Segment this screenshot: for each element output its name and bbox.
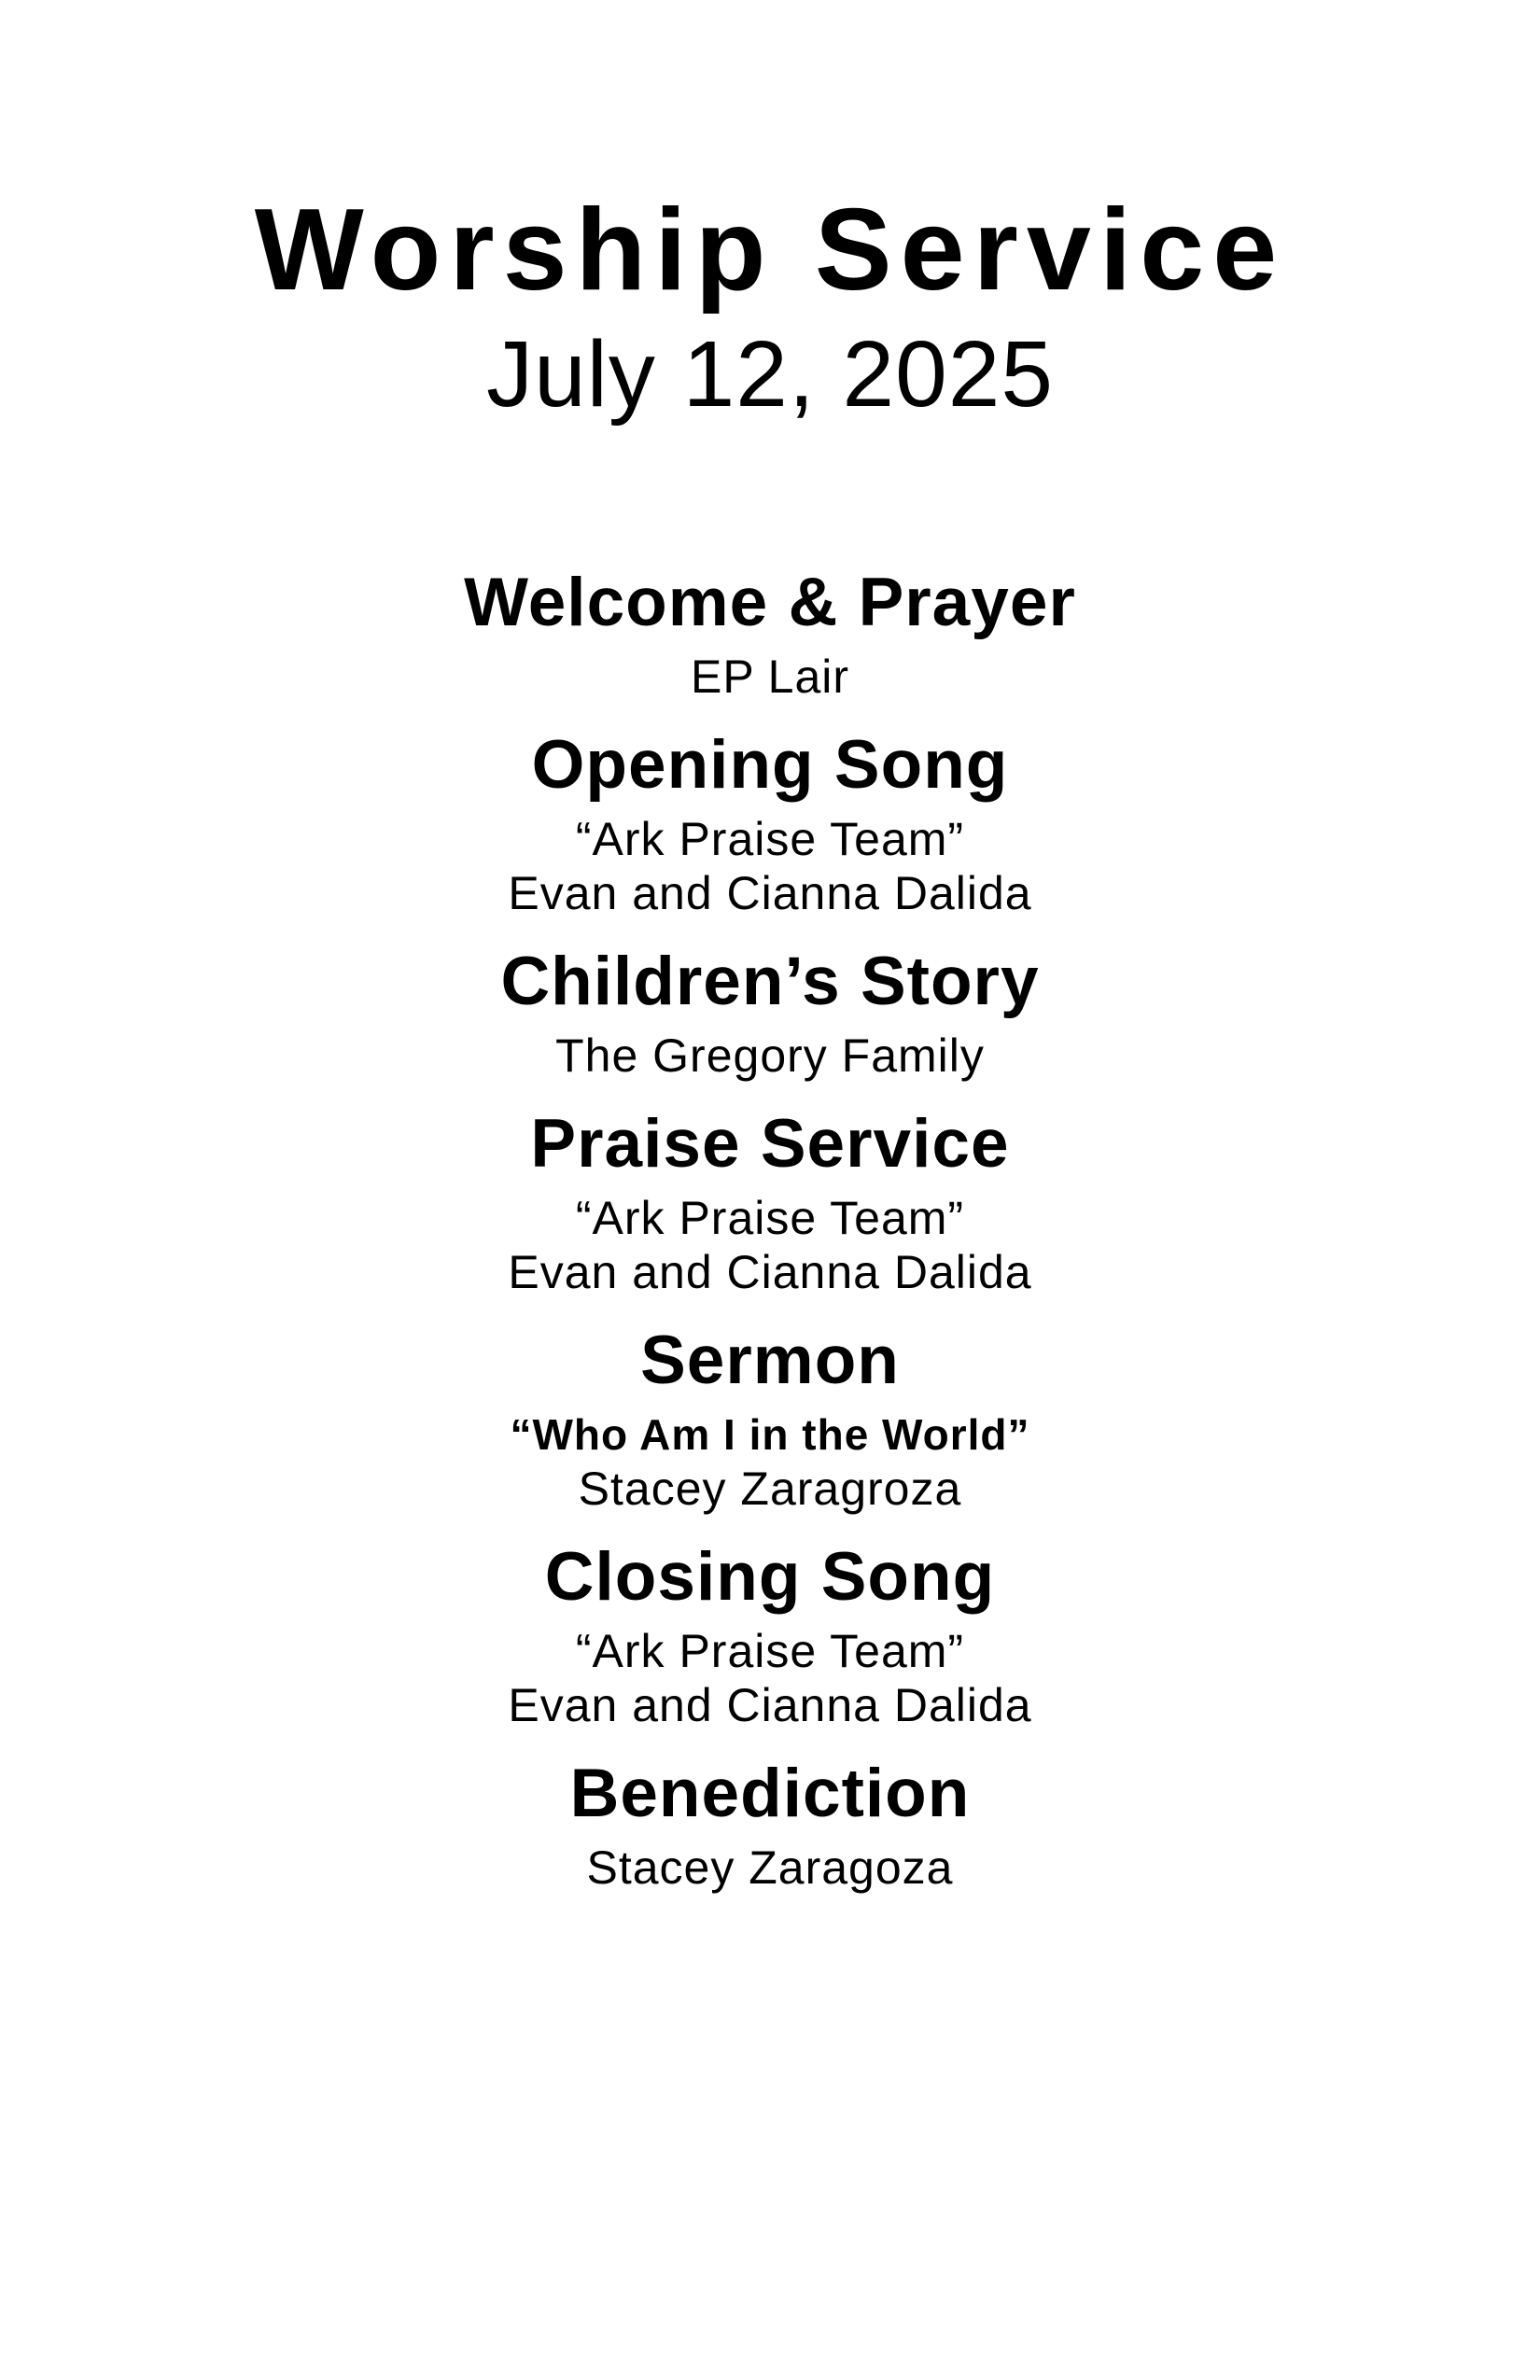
program-line: Stacey Zaragroza [578,1463,962,1515]
program-details [0,1191,1540,1318]
program-heading: Benediction [569,1756,971,1831]
program-details [0,1407,1540,1534]
program-details [0,1624,1540,1751]
service-date: July 12, 2025 [486,322,1054,427]
program-item-praise-service [0,1101,1540,1318]
program-item-opening-song [0,722,1540,939]
program-line: Evan and Cianna Dalida [508,1679,1032,1731]
page-title: Worship Service [254,186,1286,315]
program-details [0,1841,1540,1913]
program-details [0,1029,1540,1101]
program-heading: Welcome & Prayer [464,565,1076,640]
program-line: “Ark Praise Team” [575,1625,965,1677]
program-item-welcome [0,560,1540,722]
program-line: EP Lair [690,651,850,703]
program-heading: Praise Service [530,1106,1010,1182]
program-line: The Gregory Family [555,1029,985,1082]
program-line: “Ark Praise Team” [575,813,965,865]
program-heading: Sermon [640,1323,900,1398]
program-line: Evan and Cianna Dalida [508,867,1032,919]
program-line: Evan and Cianna Dalida [508,1246,1032,1298]
program-item-sermon [0,1318,1540,1534]
program-details [0,812,1540,939]
program-line: Stacey Zaragoza [586,1841,954,1894]
program-list [0,560,1540,1913]
program-item-closing-song [0,1534,1540,1751]
program-line: “Ark Praise Team” [575,1192,965,1244]
sermon-title: “Who Am I in the World” [510,1410,1030,1459]
program-details [0,650,1540,722]
program-heading: Opening Song [531,727,1009,803]
program-heading: Closing Song [544,1539,996,1615]
program-heading: Children’s Story [500,944,1040,1019]
program-item-benediction [0,1751,1540,1913]
program-item-childrens-story [0,939,1540,1101]
